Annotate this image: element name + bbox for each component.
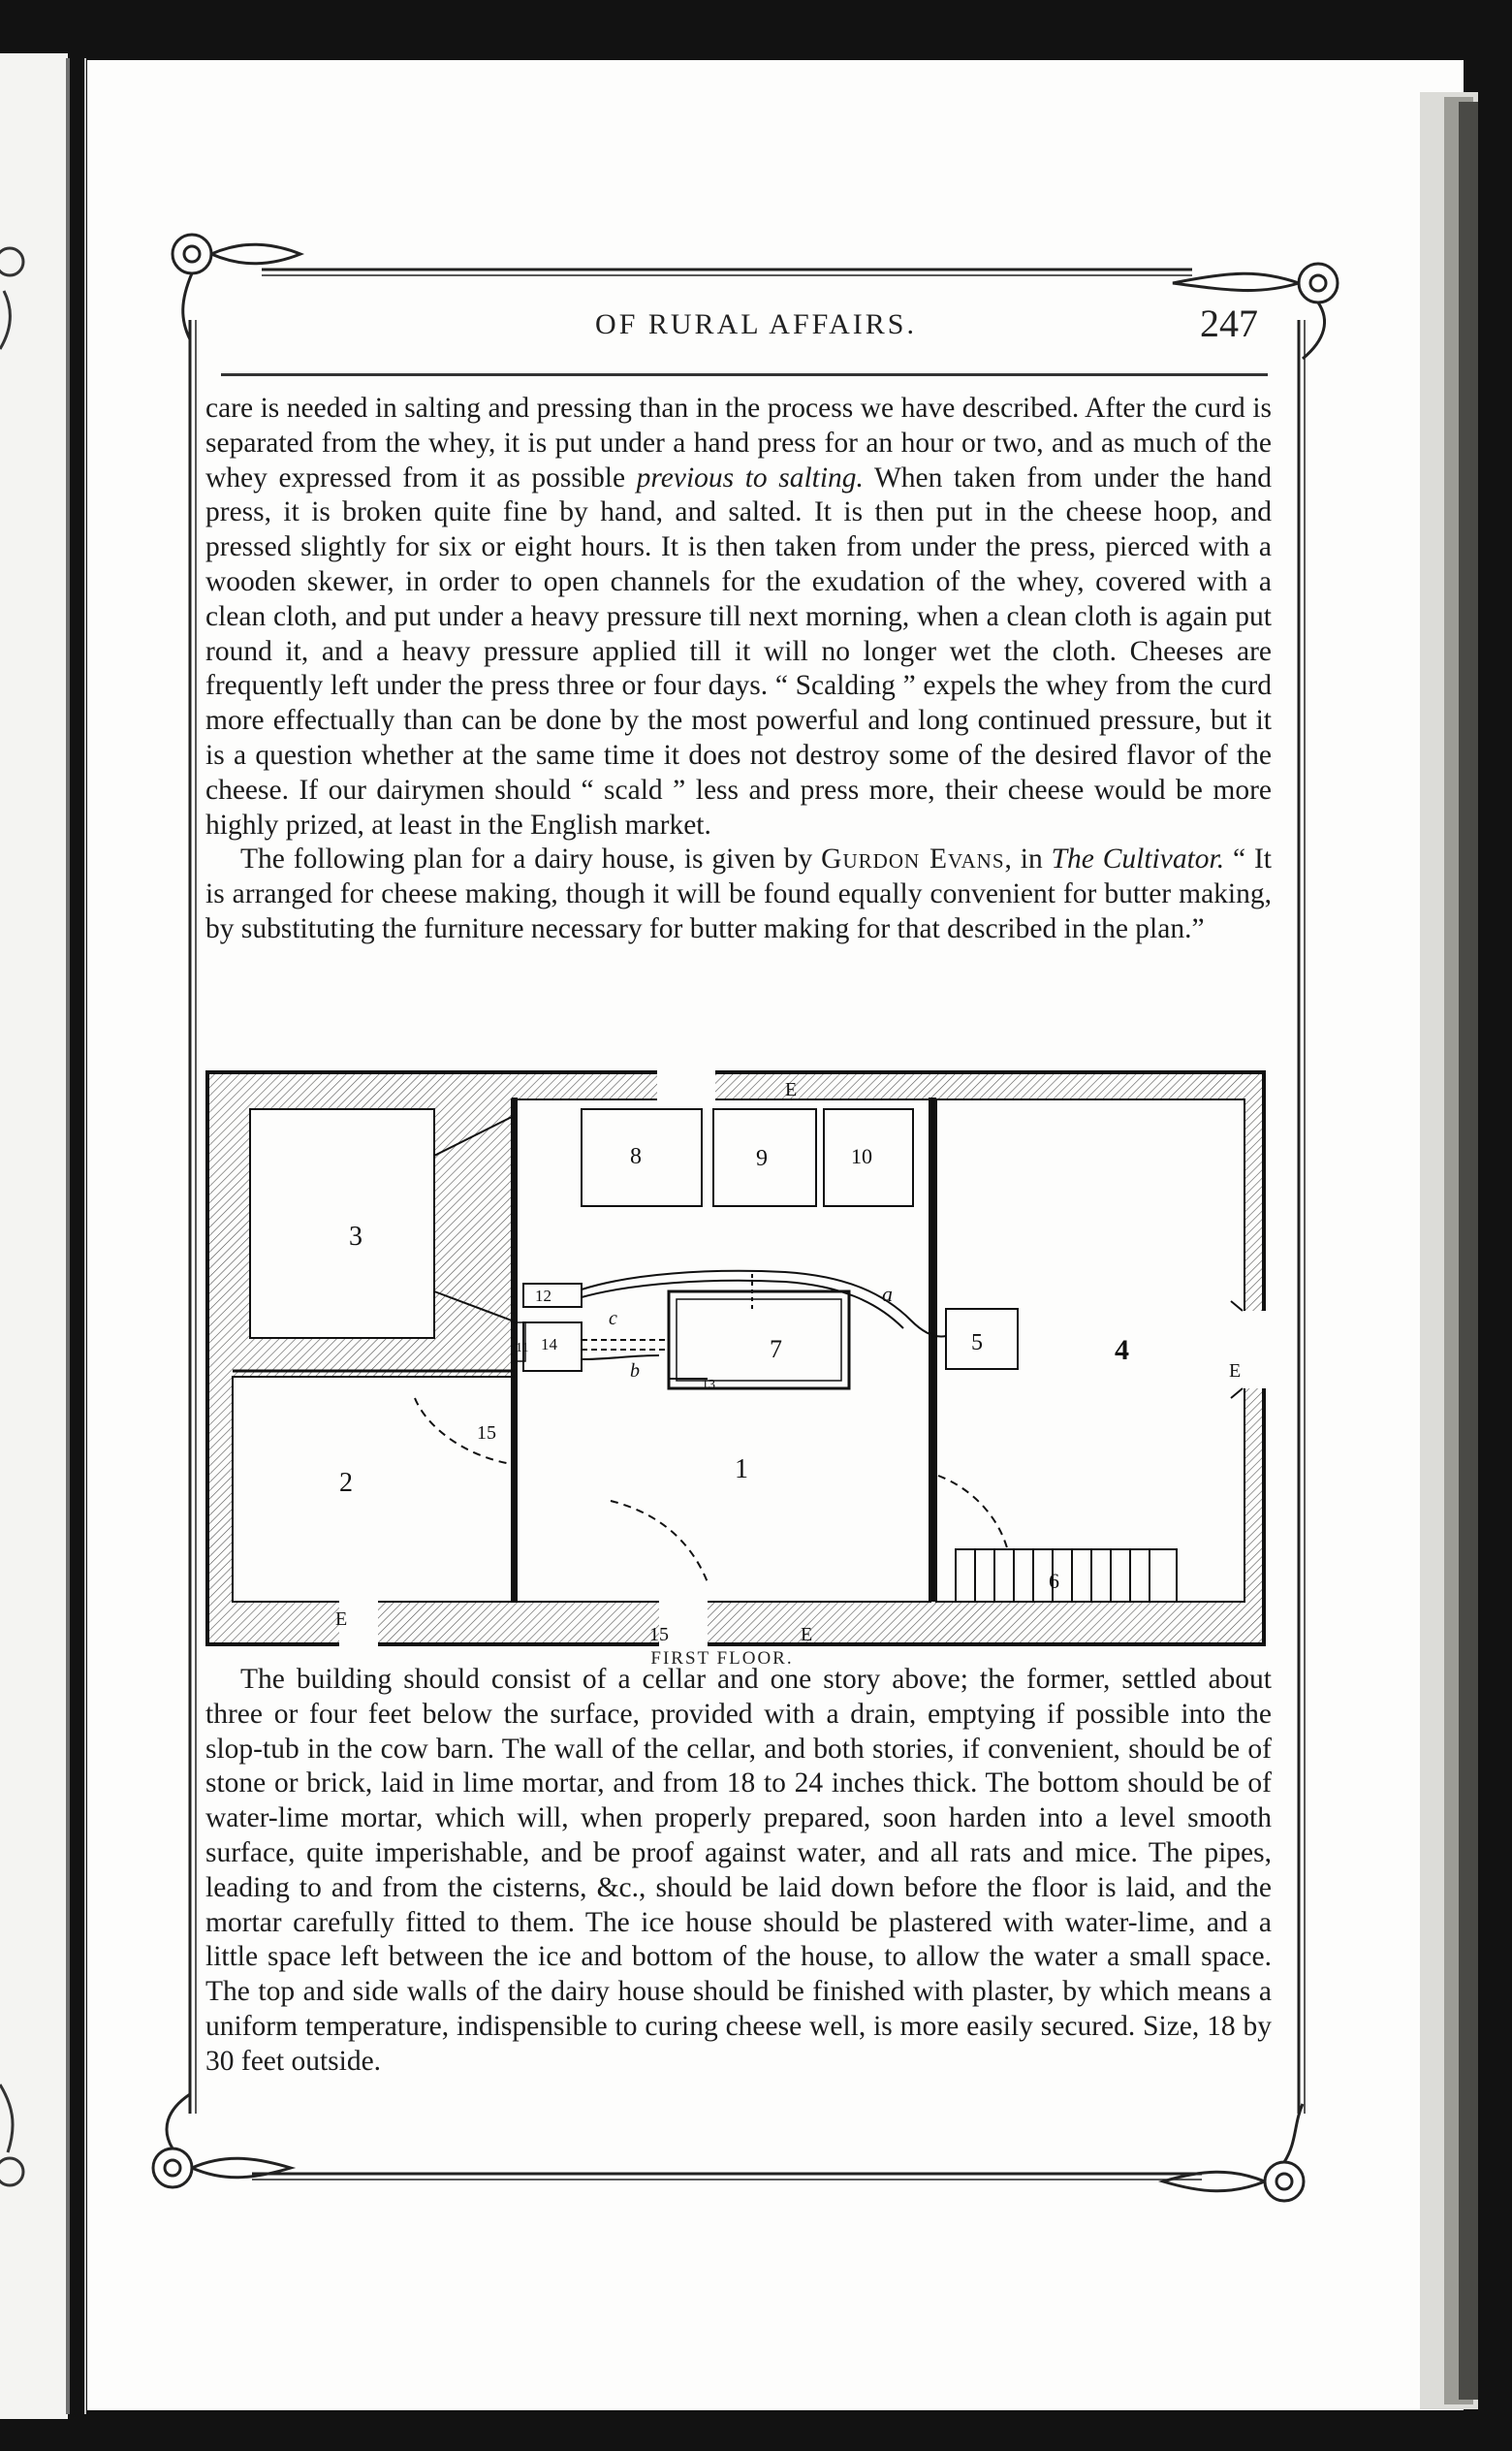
figure-caption-text: FIRST FLOOR. <box>650 1648 794 1669</box>
room-2 <box>233 1377 516 1602</box>
plan-label-8: 8 <box>630 1144 642 1169</box>
plan-label-2: 2 <box>339 1468 353 1498</box>
paragraph-3: The building should consist of a cellar and one story above; the former, settled about three or four feet below the surface, provided with a drain, emptying if possible into the slop-tub in the cow barn. The wall of the cellar, and both stories, if convenient, should be of stone or brick, laid in lime mortar, and from 18 to 24 inches thick. The bottom should be of water-lime mortar, which will, when properly prepared, soon harden into a level smooth surface, quite imperishable, and be proof against water, and all rats and mice. The pipes, leading to and from the cisterns, &c., should be laid down before the floor is laid, and the mortar carefully fitted to them. The ice house should be plastered with water-lime, and a little space left between the ice and bottom of the house, to allow the water a small space. The top and side walls of the dairy house should be finished with plaster, by which means a uniform temperature, indispensible to curing cheese well, is more easily secured. Size, 18 by 30 feet outside. <box>205 1664 1272 2077</box>
plan-label-9: 9 <box>756 1146 768 1171</box>
plan-label-5: 5 <box>971 1330 983 1355</box>
plan-label-14: 14 <box>541 1335 557 1353</box>
paragraph-2 <box>205 843 1272 946</box>
plan-label-3: 3 <box>349 1222 362 1252</box>
plan-label-7: 7 <box>770 1335 782 1363</box>
paragraph-1-italic: previous to salting. <box>636 462 864 493</box>
plan-label-12: 12 <box>535 1287 551 1305</box>
facing-page-edge <box>0 53 68 2419</box>
entry-label-bottom-left: E <box>335 1608 348 1630</box>
plan-label-6: 6 <box>1049 1569 1059 1593</box>
plan-label-11: 11 <box>516 1341 529 1355</box>
room-3 <box>250 1109 434 1338</box>
plan-label-15a: 15 <box>477 1422 496 1444</box>
journal-title: The Cultivator. <box>1051 844 1225 875</box>
entry-label-right: E <box>1229 1360 1242 1382</box>
body-text-top <box>205 392 1272 947</box>
body-text-bottom <box>205 1663 1272 2080</box>
running-title: OF RURAL AFFAIRS. <box>595 308 917 340</box>
plan-label-13: 13 <box>702 1378 715 1392</box>
plan-label-1: 1 <box>735 1454 748 1484</box>
paragraph-1-text: care is needed in salting and pressing than in the process we have described. After the curd is separated from the whey, it is put under a hand press for an hour or two, and as much of the whey expressed from it as possible <box>205 393 1272 493</box>
paragraph-1-rest: When taken from under the hand press, it is broken quite fine by hand, and salted. It is then put in the cheese hoop, and pressed slightly for six or eight hours. It is then taken from under the press, pierced with a wooden skewer, in order to open channels for the exudation of the whey, covered with a clean cloth, and put under a heavy pressure till next morning, when a clean cloth is again put round it, and a heavy pressure applied till it will no longer wet the cloth. Cheeses are frequently left under the press three or four days. “ Scalding ” expels the whey from the curd more effectually than can be done by the most powerful and long continued pressure, but it is a question whether at the same time it does not destroy some of the desired flavor of the cheese. If our dairymen should “ scald ” less and press more, their cheese would be more highly prized, at least in the English market. <box>205 462 1273 841</box>
pipe-label-b: b <box>630 1360 640 1382</box>
room-1 <box>512 1099 930 1602</box>
entry-label-top: E <box>785 1079 798 1100</box>
floor-plan-figure <box>204 1068 1268 1650</box>
pipe-label-c: c <box>609 1308 617 1329</box>
plan-label-10: 10 <box>851 1144 872 1168</box>
header-rule <box>221 373 1268 376</box>
paragraph-2-end: “ It is arranged for cheese making, though it will be found equally convenient for butter making, by substituting the furniture necessary for butter making for that described in the plan.” <box>205 844 1272 944</box>
plan-label-15b: 15 <box>649 1624 669 1645</box>
paragraph-2-mid: , in <box>1004 844 1052 875</box>
page-number: 247 <box>1200 302 1258 345</box>
plan-label-4: 4 <box>1115 1334 1129 1366</box>
paragraph-2-start: The following plan for a dairy house, is given by <box>240 844 822 875</box>
author-name: Gurdon Evans <box>821 844 1005 875</box>
paragraph-1 <box>205 392 1272 843</box>
entry-label-bottom-mid: E <box>801 1624 813 1645</box>
pipe-label-a: a <box>882 1282 893 1306</box>
